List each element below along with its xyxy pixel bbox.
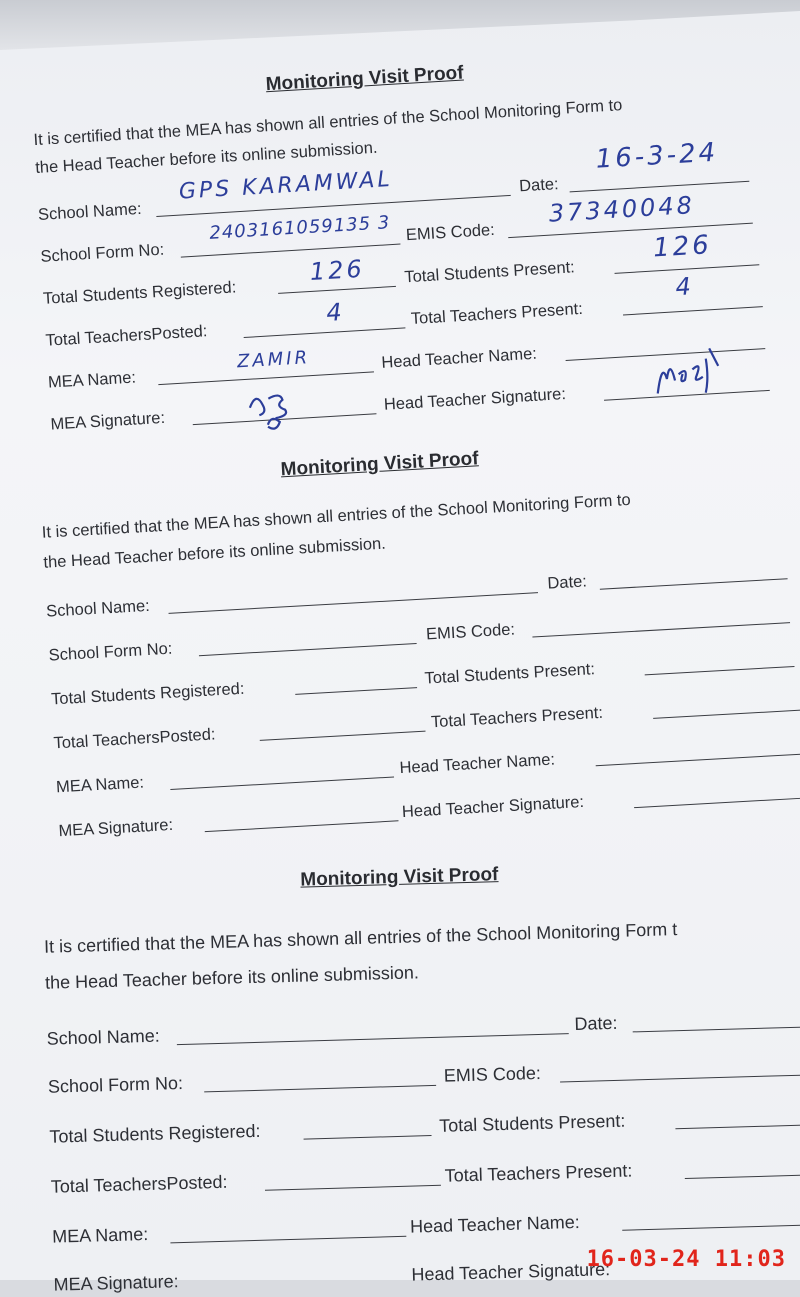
emis-code-label: EMIS Code: [405, 220, 496, 245]
mea-name-field [170, 1236, 406, 1244]
school-form-no-label: School Form No: [40, 240, 165, 266]
head-teacher-signature-label: Head Teacher Signature: [411, 1259, 611, 1285]
students-registered-field [278, 286, 396, 294]
head-teacher-signature-field [634, 797, 800, 808]
school-name-label: School Name: [45, 596, 151, 621]
certification-line-1: It is certified that the MEA has shown all entries of the School Monitoring Form to [41, 490, 632, 542]
students-present-field [675, 1125, 800, 1130]
teachers-present-label: Total Teachers Present: [410, 299, 584, 329]
mea-name-value: ZAMIR [236, 347, 311, 373]
emis-code-field [508, 223, 753, 239]
students-registered-label: Total Students Registered: [42, 278, 237, 308]
head-teacher-name-field [622, 1225, 800, 1231]
teachers-posted-label: Total TeachersPosted: [45, 322, 208, 350]
date-label: Date: [518, 175, 560, 196]
teachers-present-field [685, 1175, 800, 1179]
mea-name-field [158, 371, 374, 385]
school-form-no-field [199, 643, 417, 656]
students-present-label: Total Students Present: [438, 1110, 626, 1136]
students-registered-label: Total Students Registered: [49, 1120, 261, 1147]
students-registered-field [295, 687, 417, 695]
form-title: Monitoring Visit Proof [280, 448, 480, 481]
teachers-present-label: Total Teachers Present: [430, 703, 604, 732]
head-teacher-signature-label: Head Teacher Signature: [383, 385, 567, 414]
certification-line-2: the Head Teacher before its online submission. [43, 534, 387, 572]
photo-timestamp: 16-03-24 11:03 [586, 1247, 786, 1272]
mea-signature-label: MEA Signature: [58, 815, 174, 841]
head-teacher-signature-label: Head Teacher Signature: [401, 792, 585, 822]
date-field [600, 578, 788, 589]
students-registered-field [304, 1135, 432, 1140]
emis-code-label: EMIS Code: [443, 1062, 542, 1086]
school-form-no-value: 2403161059135 3 [208, 212, 391, 244]
teachers-posted-field [265, 1185, 441, 1191]
mea-signature-field [205, 820, 399, 832]
students-present-label: Total Students Present: [424, 660, 596, 688]
mea-signature-mark [244, 383, 307, 436]
emis-code-label: EMIS Code: [425, 620, 516, 644]
date-field [633, 1027, 800, 1033]
teachers-present-label: Total Teachers Present: [444, 1160, 633, 1186]
school-form-no-field [204, 1085, 436, 1092]
school-name-label: School Name: [46, 1025, 160, 1049]
head-teacher-name-label: Head Teacher Name: [399, 750, 556, 778]
page-top-edge [0, 0, 800, 50]
head-teacher-name-label: Head Teacher Name: [409, 1211, 581, 1237]
mea-name-field [170, 776, 394, 790]
students-present-value: 126 [652, 230, 713, 264]
students-present-field [645, 666, 795, 675]
head-teacher-name-field [596, 753, 800, 766]
form-title: Monitoring Visit Proof [300, 864, 499, 891]
teachers-present-value: 4 [674, 272, 695, 302]
emis-code-value: 37340048 [548, 191, 696, 228]
form-title: Monitoring Visit Proof [265, 62, 465, 96]
mea-signature-label: MEA Signature: [53, 1271, 179, 1295]
school-form-no-label: School Form No: [47, 1072, 184, 1097]
students-registered-value: 126 [309, 254, 366, 286]
certification-line-2: the Head Teacher before its online submission. [44, 962, 420, 993]
school-form-no-label: School Form No: [48, 639, 173, 665]
teachers-posted-label: Total TeachersPosted: [50, 1171, 228, 1197]
certification-line-1: It is certified that the MEA has shown all entries of the School Monitoring Form t [43, 919, 678, 957]
head-teacher-signature-mark [647, 337, 740, 402]
date-field [570, 181, 750, 193]
teachers-posted-value: 4 [325, 297, 346, 328]
school-form-no-field [181, 244, 401, 258]
head-teacher-name-label: Head Teacher Name: [380, 344, 538, 372]
mea-name-label: MEA Name: [47, 368, 137, 392]
school-name-label: School Name: [37, 199, 143, 224]
certification-line-2: the Head Teacher before its online submission. [34, 138, 378, 178]
students-registered-label: Total Students Registered: [50, 679, 245, 709]
emis-code-field [532, 622, 790, 637]
students-present-label: Total Students Present: [403, 258, 576, 287]
mea-signature-label: MEA Signature: [49, 408, 166, 434]
mea-name-label: MEA Name: [51, 1224, 149, 1247]
teachers-posted-field [260, 731, 426, 741]
emis-code-field [560, 1075, 800, 1083]
teachers-present-field [653, 710, 800, 719]
teachers-present-field [623, 306, 763, 315]
date-label: Date: [574, 1012, 618, 1035]
teachers-posted-field [244, 327, 406, 338]
school-name-field [177, 1033, 569, 1045]
date-label: Date: [546, 572, 588, 593]
school-name-field [169, 592, 538, 614]
school-name-value: GPS KARAMWAL [178, 166, 394, 205]
date-value: 16-3-24 [594, 137, 719, 175]
certification-line-1: It is certified that the MEA has shown all entries of the School Monitoring Form to [33, 96, 623, 150]
mea-name-label: MEA Name: [55, 773, 145, 797]
teachers-posted-label: Total TeachersPosted: [53, 725, 216, 753]
